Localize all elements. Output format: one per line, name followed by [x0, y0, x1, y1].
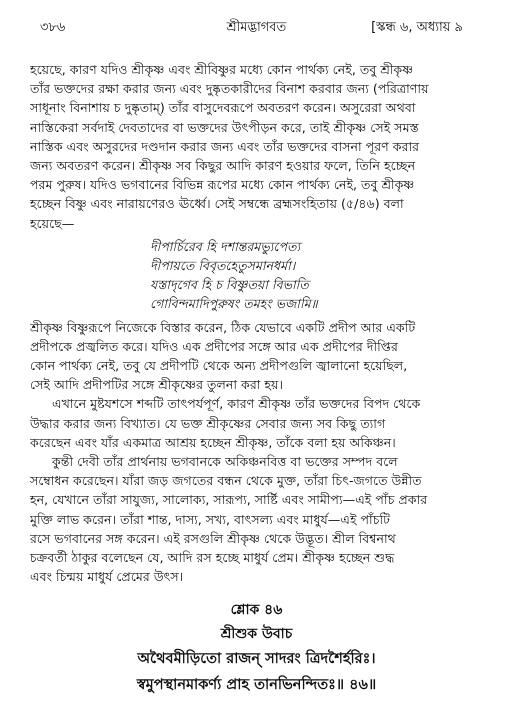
- text-line: সম্বোধন করেছেন। যাঁরা জড় জগতের বন্ধন থেকে মুক্ত, তাঁরা চিৎ-জগতে উন্নীত: [30, 473, 422, 489]
- text-line: কোন পার্থক্য নেই, তবু যে প্রদীপটি থেকে অন্য প্রদীপগুলি জ্বালানো হয়েছিল,: [30, 358, 408, 374]
- section-gap: [30, 586, 483, 598]
- text-line: শ্রীকৃষ্ণ বিষ্ণুরূপে নিজেকে বিস্তার করেন, ঠিক যেভাবে একটি প্রদীপ আর একটি: [30, 319, 416, 335]
- paragraph-1: [30, 60, 483, 233]
- text-line: নাস্তিকেরা সর্বদাই দেবতাদের বা ভক্তদের উৎপীড়ন করে, তাই শ্রীকৃষ্ণ সেই সমস্ত: [30, 119, 419, 135]
- text-line: সেই আদি প্রদীপটির সঙ্গে শ্রীকৃষ্ণের তুলনা করা হয়।: [30, 377, 283, 393]
- text-line: রসে ভগবানের সঙ্গ করেন। এই রসগুলি শ্রীকৃষ্ণ থেকে উদ্ভূত। শ্রীল বিশ্বনাথ: [30, 530, 396, 546]
- text-line: উদ্ধার করার জন্য বিখ্যাত। যে ভক্ত শ্রীকৃষ্ণের সেবার জন্য সব কিছু ত্যাগ: [30, 415, 386, 431]
- sloka-speaker: শ্রীশুক উবাচ: [220, 626, 293, 643]
- paragraph-3: [30, 394, 483, 452]
- text-line: নাস্তিক এবং অসুরদের দণ্ডদান করার জন্য এবং তাঁর ভক্তদের বাসনা পূরণ করার: [30, 138, 420, 154]
- text-line: করেছেন এবং যাঁর একমাত্র আশ্রয় হচ্ছেন শ্রীকৃষ্ণ, তাঁকে বলা হয় অকিঞ্চন।: [30, 434, 396, 450]
- text-line: চক্রবর্তী ঠাকুর বলেছেন যে, আদি রস হচ্ছে মাধুর্য প্রেম। শ্রীকৃষ্ণ হচ্ছেন শুদ্ধ: [30, 550, 395, 566]
- commentary-text: [30, 60, 483, 586]
- book-title: শ্রীমদ্ভাগবত: [226, 20, 287, 35]
- text-line: এখানে মুষ্টযশসে শব্দটি তাৎপর্যপূর্ণ, কারণ শ্রীকৃষ্ণ তাঁর ভক্তদের বিপদ থেকে: [52, 396, 421, 412]
- verse-line: গোবিন্দমাদিপুরুষং তমহং ভজামি॥: [150, 296, 318, 312]
- sloka-line: স্বমুপস্থানমাকর্ণ্য প্রাহ তানভিনন্দিতঃ॥ ৪৬॥: [136, 677, 377, 694]
- verse-line: দীপায়তে বিবৃতহেতুসমানধর্মা।: [150, 258, 296, 274]
- sloka-number: শ্লোক ৪৬: [230, 602, 283, 619]
- verse-line: দীপার্চিরেব হি দশান্তরমভ্যুপেত্য: [150, 238, 301, 254]
- text-line: হন, যেখানে তাঁরা সাযুজ্য, সালোক্য, সারূপ্য, সার্ষ্টি এবং সামীপ্য—এই পাঁচ প্রকার: [30, 492, 428, 508]
- text-line: জন্য অবতরণ করেন। শ্রীকৃষ্ণ সব কিছুর আদি কারণ হওয়ার ফলে, তিনি হচ্ছেন: [30, 158, 416, 174]
- page-header: [30, 18, 483, 40]
- paragraph-2: [30, 318, 483, 395]
- text-line: হচ্ছেন বিষ্ণু এবং নারায়ণেরও ঊর্ধ্বে। সেই সম্বন্ধে ব্রহ্মসংহিতায় (৫/৪৬) বলা: [30, 196, 404, 212]
- chapter-reference: [স্কন্ধ ৬, অধ্যায় ৯: [371, 20, 463, 35]
- text-line: প্রদীপকে প্রজ্বলিত করে। যদিও এক প্রদীপের সঙ্গে আর এক প্রদীপের দীপ্তির: [30, 338, 398, 354]
- page-number: ৩৮৬: [40, 20, 66, 35]
- text-line: মুক্তি লাভ করেন। তাঁরা শান্ত, দাস্য, সখ্য, বাৎসল্য এবং মাধুর্য—এই পাঁচটি: [30, 511, 390, 527]
- text-line: পরম পুরুষ। যদিও ভগবানের বিভিন্ন রূপের মধ্যে কোন পার্থক্য নেই, তবু শ্রীকৃষ্ণ: [30, 177, 415, 193]
- sloka-line: অথৈবমীড়িতো রাজন্ সাদরং ত্রিদশৈর্হরিঃ।: [137, 651, 376, 668]
- text-line: সাধূনাং বিনাশায় চ দুষ্কৃতাম্) তাঁর বাসুদেবরূপে অবতরণ করেন। অসুরেরা অথবা: [30, 100, 416, 116]
- verse-line: যস্তাদৃগেব হি চ বিষ্ণুতয়া বিভাতি: [150, 277, 309, 293]
- text-line: কুন্তী দেবী তাঁর প্রার্থনায় ভগবানকে অকিঞ্চনবিত্ত বা ভক্তের সম্পদ বলে: [52, 454, 398, 470]
- text-line: হয়েছে, কারণ যদিও শ্রীকৃষ্ণ এবং শ্রীবিষ্ণুর মধ্যে কোন পার্থক্য নেই, তবু শ্রীকৃষ্ণ: [30, 62, 414, 77]
- text-line: হয়েছে—: [30, 215, 75, 231]
- text-line: এবং চিন্ময় মাধুর্য প্রেমের উৎস।: [30, 569, 184, 585]
- sloka-block: [30, 598, 483, 698]
- paragraph-4: [30, 452, 483, 586]
- quoted-verse: [150, 237, 483, 314]
- text-line: তাঁর ভক্তদের রক্ষা করার জন্য এবং দুষ্কৃতকারীদের বিনাশ করবার জন্য (পরিত্রাণায়: [30, 81, 429, 97]
